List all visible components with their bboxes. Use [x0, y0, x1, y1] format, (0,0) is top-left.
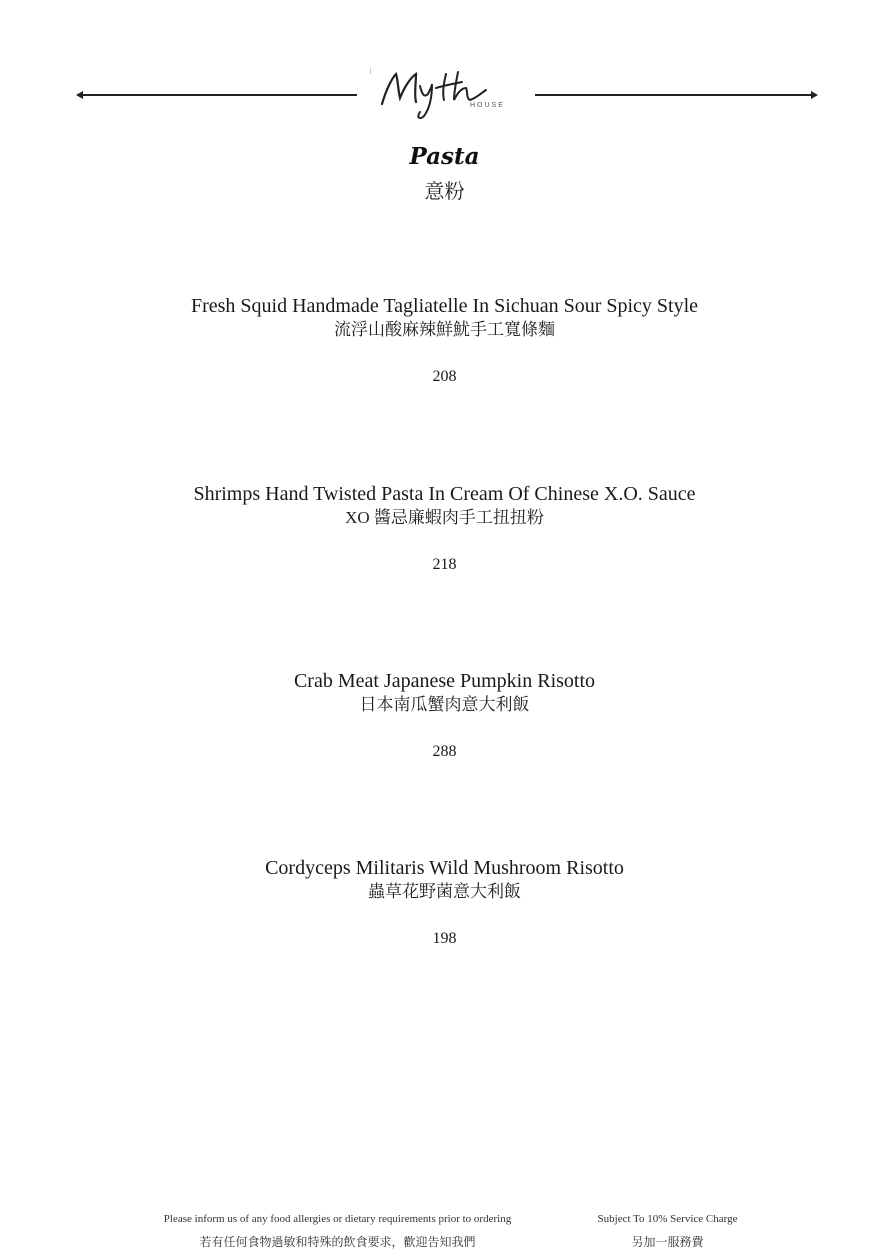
- menu-item-name: Fresh Squid Handmade Tagliatelle In Sichuan Sour Spicy Style: [190, 295, 699, 317]
- allergy-notice-text-cn: 若有任何食物過敏和特殊的飲食要求，歡迎告知我們: [199, 1235, 476, 1249]
- service-charge-text: Subject To 10% Service Charge: [597, 1213, 738, 1225]
- menu-item-price: 218: [432, 556, 457, 573]
- allergy-notice: [140, 1210, 535, 1251]
- menu-item-name: Cordyceps Militaris Wild Mushroom Risotto: [265, 857, 624, 879]
- menu-item-name: Shrimps Hand Twisted Pasta In Cream Of Chinese X.O. Sauce: [193, 483, 696, 505]
- section-title-cn: 意粉: [424, 181, 465, 203]
- menu-item: [0, 293, 889, 387]
- menu-item-name-cn: 日本南瓜蟹肉意大利飯: [359, 695, 530, 714]
- menu-item-name-cn: 蟲草花野菌意大利飯: [368, 882, 521, 901]
- menu-item-name-cn: XO 醬忌廉蝦肉手工扭扭粉: [345, 508, 544, 527]
- header-rule-right-arrow: [811, 91, 818, 99]
- menu-item-price: 288: [432, 743, 457, 760]
- menu-item: [0, 668, 889, 762]
- service-charge-notice: [580, 1210, 755, 1251]
- menu-item-name: Crab Meat Japanese Pumpkin Risotto: [293, 670, 596, 692]
- section-title: Pasta: [409, 143, 480, 170]
- page-header: [0, 60, 889, 130]
- service-charge-text-cn: 另加一服務費: [631, 1235, 704, 1249]
- menu-item: [0, 855, 889, 949]
- menu-item: [0, 481, 889, 575]
- menu-item-price: 198: [432, 930, 457, 947]
- brand-logo-icon: [370, 60, 520, 124]
- menu-item-price: 208: [432, 368, 457, 385]
- page-footer: [0, 1210, 889, 1255]
- header-rule-left: [82, 94, 357, 96]
- brand-logo-subtext: HOUSE: [470, 102, 505, 109]
- allergy-notice-text: Please inform us of any food allergies or dietary requirements prior to ordering: [163, 1213, 512, 1225]
- menu-item-name-cn: 流浮山酸麻辣鮮魷手工寬條麵: [334, 320, 555, 339]
- header-rule-right: [535, 94, 812, 96]
- brand-logo: [370, 60, 520, 124]
